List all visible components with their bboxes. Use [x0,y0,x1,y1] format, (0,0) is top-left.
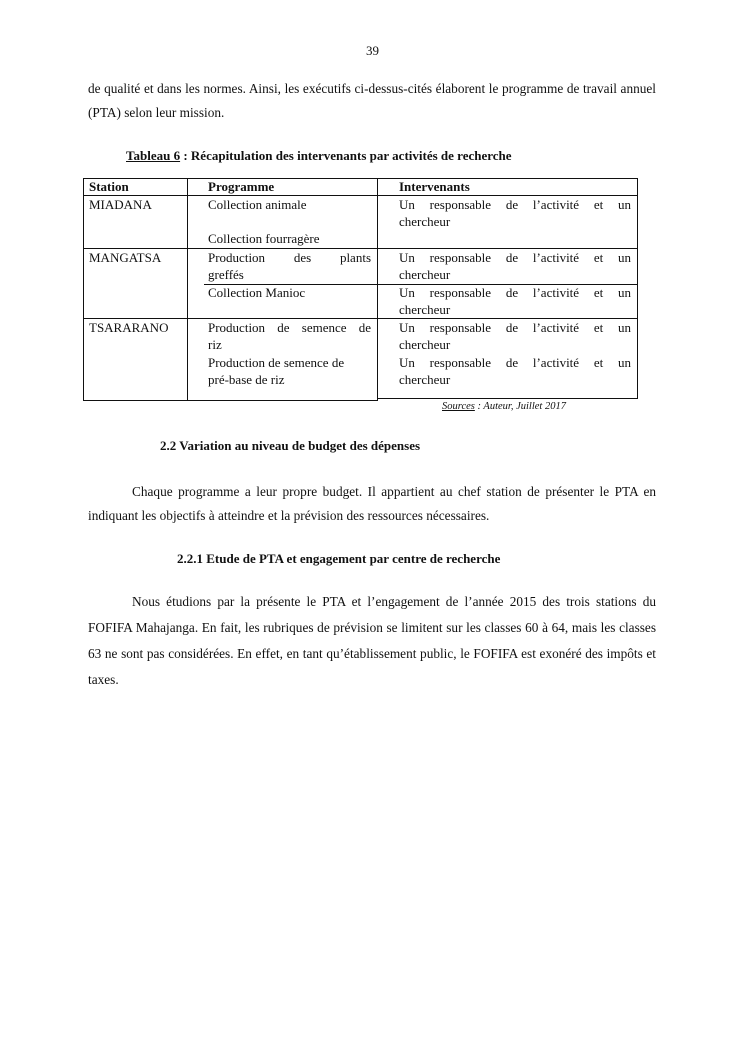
table-source [442,401,566,412]
table-border-bottom [83,400,378,401]
intervenant-cell: chercheur [399,337,451,352]
intervenant-cell: chercheur [399,214,451,229]
table-border-bottom [378,398,638,399]
table-caption [126,148,512,164]
table-border-left [83,178,84,401]
table-col-rule [377,178,378,401]
table-border-right [637,178,638,399]
section-heading-2-2: 2.2 Variation au niveau de budget des dépenses [160,438,421,453]
programme-cell: Production de semence de [208,355,345,370]
table-border-top [83,178,638,179]
station-cell: MIADANA [89,197,152,212]
intro-paragraph: de qualité et dans les normes. Ainsi, les exécutifs ci-dessus-cités élaborent le programme de travail annuel (PTA) selon leur mission. [88,81,656,120]
intervenant-cell: Un responsable de l’activité et un [399,320,631,335]
intervenant-cell: chercheur [399,267,451,282]
intervenant-cell: Un responsable de l’activité et un [399,197,631,212]
intervenant-cell: Un responsable de l’activité et un [399,355,631,370]
source-text: : Auteur, Juillet 2017 [474,401,566,412]
intervenants-table [83,178,638,401]
header-station: Station [89,179,129,194]
station-cell: MANGATSA [89,250,162,265]
programme-cell: riz [208,337,222,352]
header-programme: Programme [208,179,275,194]
table-col-rule [187,178,188,401]
programme-cell: Production de semence de [208,320,371,335]
programme-cell: greffés [208,267,244,282]
table-caption-text: : Récapitulation des intervenants par activités de recherche [180,148,512,163]
pta-paragraph: Nous étudions par la présente le PTA et l’engagement de l’année 2015 des trois stations du FOFIFA Mahajanga. En fait, les rubriques de prévision se limitent sur les classes 60 à 64, mais les classes 63 ne sont pas considérées. En effet, en tant qu’établissement public, le FOFIFA est exonéré des impôts et taxes. [88,594,656,687]
intervenant-cell: Un responsable de l’activité et un [399,250,631,265]
header-intervenants: Intervenants [399,179,470,194]
table-caption-label: Tableau 6 [126,148,181,163]
programme-cell: Collection Manioc [208,285,306,300]
source-label: Sources [442,401,475,412]
station-cell: TSARARANO [89,320,169,335]
intervenant-cell: Un responsable de l’activité et un [399,285,631,300]
programme-cell: Collection fourragère [208,231,320,246]
page-number: 39 [366,43,379,58]
section-heading-2-2-1: 2.2.1 Etude de PTA et engagement par centre de recherche [177,551,501,566]
intervenant-cell: chercheur [399,372,451,387]
budget-paragraph: Chaque programme a leur propre budget. Il appartient au chef station de présenter le PTA en indiquant les objectifs à atteindre et la prévision des ressources nécessaires. [88,484,656,523]
programme-cell: Production des plants [208,250,371,265]
intervenant-cell: chercheur [399,302,451,317]
programme-cell: pré-base de riz [208,372,285,387]
programme-cell: Collection animale [208,197,307,212]
